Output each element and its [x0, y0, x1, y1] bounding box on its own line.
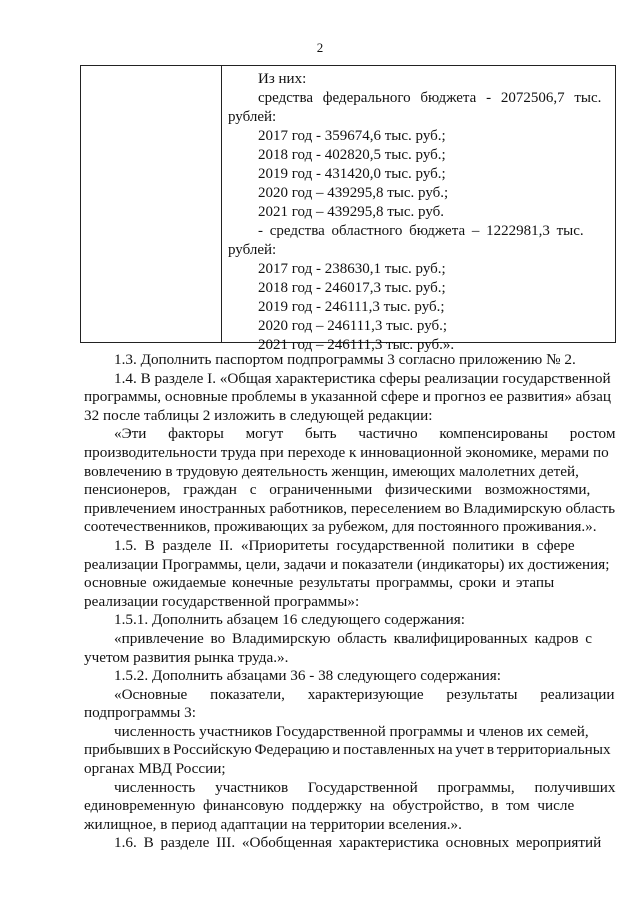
text-line: единовременную финансовую поддержку на обустройство, в том числе [84, 797, 575, 815]
table-line: 2019 год - 431420,0 тыс. руб.; [258, 166, 446, 182]
page-number: 2 [316, 40, 324, 55]
text-line: численность участников Государственной программы и членов их семей, [114, 722, 589, 740]
quote-line: «Основные показатели, характеризующие результаты реализации [114, 685, 615, 703]
text-line: реализации Программы, цели, задачи и показатели (индикаторы) их достижения; [84, 555, 610, 573]
paragraph-1-6: 1.6. В разделе III. «Обобщенная характеристика основных мероприятий [114, 834, 602, 852]
table-line: 2017 год - 359674,6 тыс. руб.; [258, 128, 446, 144]
table-line: 2017 год - 238630,1 тыс. руб.; [258, 261, 446, 277]
document-body [84, 351, 616, 853]
table-line: рублей: [228, 242, 277, 258]
paragraph-1-3: 1.3. Дополнить паспортом подпрограммы 3 согласно приложению № 2. [114, 351, 576, 368]
text-line: прибывших в Российскую Федерацию и поставленных на учет в территориальных [84, 741, 611, 759]
text-line: соотечественников, проживающих за рубежом, для постоянного проживания.». [84, 518, 597, 536]
table-column-divider [221, 66, 222, 342]
text-line: жилищное, в период адаптации на территории вселения.». [84, 815, 462, 833]
table-line: 2018 год - 402820,5 тыс. руб.; [258, 147, 446, 163]
quote-line: «Эти факторы могут быть частично компенсированы ростом [114, 425, 616, 443]
table-line: - средства областного бюджета – 1222981,3 тыс. [258, 223, 584, 239]
text-line: 32 после таблицы 2 изложить в следующей редакции: [84, 406, 433, 424]
text-line: подпрограммы 3: [84, 704, 196, 722]
funding-table [80, 65, 616, 353]
table-line: Из них: [258, 71, 307, 87]
text-line: привлечением иностранных работников, переселением во Владимирскую область [84, 499, 616, 517]
text-line: производительности труда при переходе к инновационной экономике, мерами по [84, 443, 609, 461]
table-line: 2019 год - 246111,3 тыс. руб.; [258, 299, 445, 315]
paragraph-1-4: 1.4. В разделе I. «Общая характеристика сферы реализации государственной [114, 369, 611, 387]
text-line: основные ожидаемые конечные результаты программы, сроки и этапы [84, 574, 555, 592]
table-line: 2018 год - 246017,3 тыс. руб.; [258, 280, 446, 296]
text-line: программы, основные проблемы в указанной сфере и прогноз ее развития» абзац [84, 388, 611, 406]
paragraph-1-5-1: 1.5.1. Дополнить абзацем 16 следующего содержания: [114, 611, 465, 629]
text-line: пенсионеров, граждан с ограниченными физическими возможностями, [84, 481, 591, 499]
quote-line: «привлечение во Владимирскую область квалифицированных кадров с [114, 629, 593, 647]
table-line: 2020 год – 246111,3 тыс. руб.; [258, 318, 448, 334]
table-line: 2020 год – 439295,8 тыс. руб.; [258, 185, 449, 201]
text-line: численность участников Государственной программы, получивших [114, 778, 616, 796]
text-line: учетом развития рынка труда.». [84, 648, 289, 666]
table-line: рублей: [228, 109, 277, 125]
funding-cell [228, 70, 609, 355]
table-line: 2021 год – 246111,3 тыс. руб.». [258, 337, 455, 353]
text-line: органах МВД России; [84, 760, 226, 778]
paragraph-1-5-2: 1.5.2. Дополнить абзацами 36 - 38 следующего содержания: [114, 667, 501, 685]
paragraph-1-5: 1.5. В разделе II. «Приоритеты государственной политики в сфере [114, 536, 575, 554]
text-line: вовлечению в трудовую деятельность женщин, имеющих малолетних детей, [84, 462, 579, 480]
text-line: реализации государственной программы»: [84, 592, 360, 610]
table-line: средства федерального бюджета - 2072506,7 тыс. [258, 90, 602, 106]
table-line: 2021 год – 439295,8 тыс. руб. [258, 204, 445, 220]
